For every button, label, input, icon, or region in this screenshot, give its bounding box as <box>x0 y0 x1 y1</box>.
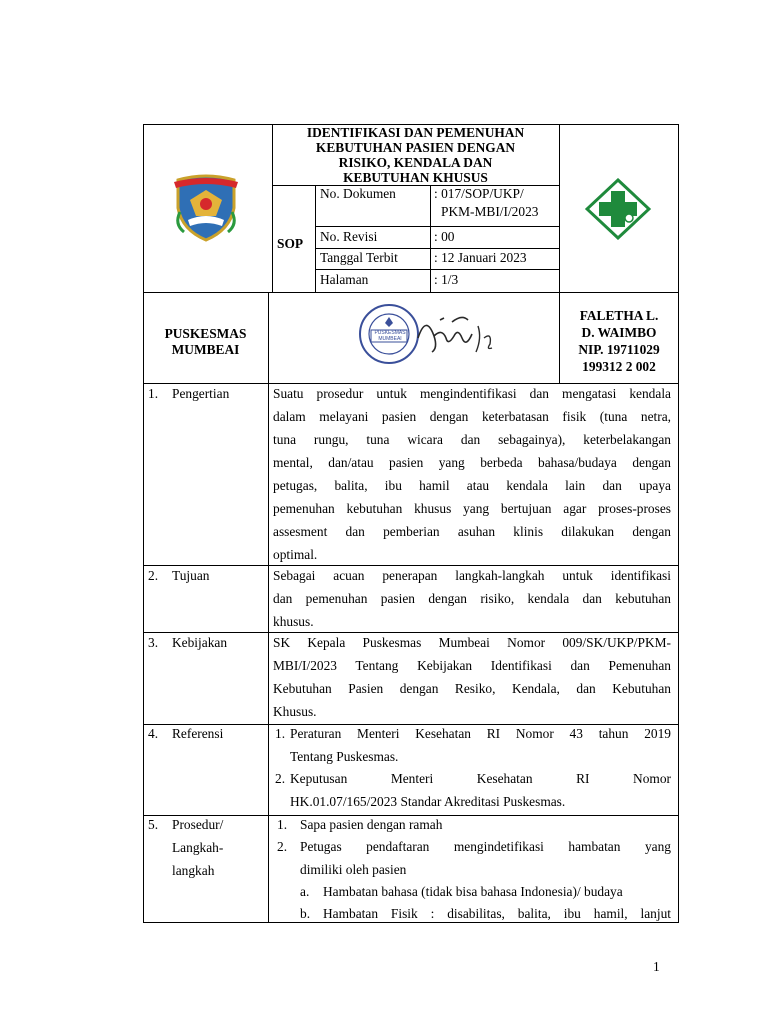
signer-nip: 199312 2 002 <box>582 359 656 374</box>
list-number: 2. <box>275 771 286 786</box>
section-number: 1. <box>148 386 159 401</box>
sop-label: SOP <box>277 236 304 251</box>
list-number: 2. <box>277 839 288 854</box>
label-line: langkah <box>172 863 215 878</box>
content-line: Khusus. <box>273 704 317 719</box>
section-number: 3. <box>148 635 159 650</box>
sublist-letter: a. <box>300 884 310 899</box>
signature-icon <box>412 308 500 362</box>
sublist-letter: b. <box>300 906 311 921</box>
section-content <box>273 382 671 566</box>
list-number: 1. <box>275 726 286 741</box>
section-label <box>172 813 223 882</box>
revision-label: No. Revisi <box>320 229 378 244</box>
title-line: KEBUTUHAN KHUSUS <box>343 170 488 185</box>
signer-block <box>560 307 678 375</box>
content-line: dalam melayani pasien dengan keterbatasan fisik (tuna netra, <box>273 409 671 424</box>
handwritten-signature <box>412 308 500 362</box>
puskesmas-logo <box>585 178 651 240</box>
revision-value: : 00 <box>434 229 455 244</box>
list-item: Sapa pasien dengan ramah <box>300 817 443 832</box>
section-number: 5. <box>148 817 159 832</box>
section-label: Referensi <box>172 726 224 741</box>
org-line: MUMBEAI <box>171 342 240 357</box>
content-line: Tentang Puskesmas. <box>290 749 399 764</box>
content-line: Keputusan Menteri Kesehatan RI Nomor <box>290 771 671 786</box>
section-number: 4. <box>148 726 159 741</box>
content-line: MBI/I/2023 Tentang Kebijakan Identifikasi dan Pemenuhan <box>273 658 671 673</box>
page-value: : 1/3 <box>434 272 459 287</box>
list-item <box>290 722 671 768</box>
header-divider <box>430 185 431 292</box>
sublist-item: Hambatan bahasa (tidak bisa bahasa Indonesia)/ budaya <box>323 884 623 899</box>
content-line: tuna rungu, tuna wicara dan sebagainya), keterbelakangan <box>273 432 671 447</box>
section-content <box>273 564 671 633</box>
page-number: 1 <box>653 959 660 974</box>
doc-number-label: No. Dokumen <box>320 186 396 201</box>
section-label: Kebijakan <box>172 635 228 650</box>
content-line: pemenuhan kebutuhan khusus yang bertujuan agar proses-proses <box>273 501 671 516</box>
section-label: Pengertian <box>172 386 230 401</box>
content-line: optimal. <box>273 547 318 562</box>
body-divider <box>268 383 269 923</box>
section-label: Tujuan <box>172 568 210 583</box>
content-line: SK Kepala Puskesmas Mumbeai Nomor 009/SK/UKP/PKM- <box>273 635 671 650</box>
signer-name: D. WAIMBO <box>581 325 657 340</box>
green-cross-icon <box>585 178 651 240</box>
title-line: KEBUTUHAN PASIEN DENGAN <box>315 140 516 155</box>
doc-number-value: PKM-MBI/I/2023 <box>441 204 539 219</box>
content-line: dan pemenuhan pasien dengan risiko, kendala dan kebutuhan <box>273 591 671 606</box>
header-divider <box>143 292 679 293</box>
list-item <box>300 835 671 881</box>
table-border-right <box>678 124 679 923</box>
section-content <box>273 631 671 723</box>
label-line: Langkah- <box>172 840 224 855</box>
signer-nip: NIP. 19711029 <box>578 342 660 357</box>
content-line: HK.01.07/165/2023 Standar Akreditasi Puskesmas. <box>290 794 566 809</box>
content-line: Hambatan Fisik : disabilitas, balita, ibu hamil, lanjut <box>323 906 671 921</box>
signer-name: FALETHA L. <box>579 308 659 323</box>
title-line: IDENTIFIKASI DAN PEMENUHAN <box>306 125 525 140</box>
regional-emblem-logo <box>170 172 242 242</box>
header-divider <box>315 185 316 292</box>
content-line: petugas, balita, ibu hamil atau kendala lain dan upaya <box>273 478 671 493</box>
content-line: Suatu prosedur untuk mengindentifikasi dan mengatasi kendala <box>273 386 671 401</box>
table-border-left <box>143 124 144 923</box>
content-line: Peraturan Menteri Kesehatan RI Nomor 43 tahun 2019 <box>290 726 671 741</box>
shield-emblem-icon <box>170 172 242 242</box>
content-line: mental, dan/atau pasien yang berbeda bahasa/budaya dengan <box>273 455 671 470</box>
content-line: dimiliki oleh pasien <box>300 862 407 877</box>
title-line: RISIKO, KENDALA DAN <box>338 155 493 170</box>
label-line: Prosedur/ <box>172 817 224 832</box>
section-number: 2. <box>148 568 159 583</box>
header-divider <box>268 292 269 384</box>
list-item <box>290 767 671 813</box>
page-label: Halaman <box>320 272 369 287</box>
organization-name <box>143 326 268 358</box>
document-title <box>272 124 559 185</box>
org-line: PUSKESMAS <box>164 326 247 341</box>
content-line: Sebagai acuan penerapan langkah-langkah untuk identifikasi <box>273 568 671 583</box>
content-line: assesment dan pemberian asuhan klinis dilakukan dengan <box>273 524 671 539</box>
issue-date-value: : 12 Januari 2023 <box>434 250 527 265</box>
list-number: 1. <box>277 817 288 832</box>
stamp-text: PUSKESMAS MUMBEAI <box>374 330 406 342</box>
content-line: Kebutuhan Pasien dengan Resiko, Kendala, dan Kebutuhan <box>273 681 671 696</box>
doc-number-value: : 017/SOP/UKP/ <box>434 186 524 201</box>
content-line: khusus. <box>273 614 314 629</box>
content-line: Petugas pendaftaran mengindetifikasi hambatan yang <box>300 839 671 854</box>
issue-date-label: Tanggal Terbit <box>320 250 398 265</box>
sublist-item <box>323 902 671 925</box>
